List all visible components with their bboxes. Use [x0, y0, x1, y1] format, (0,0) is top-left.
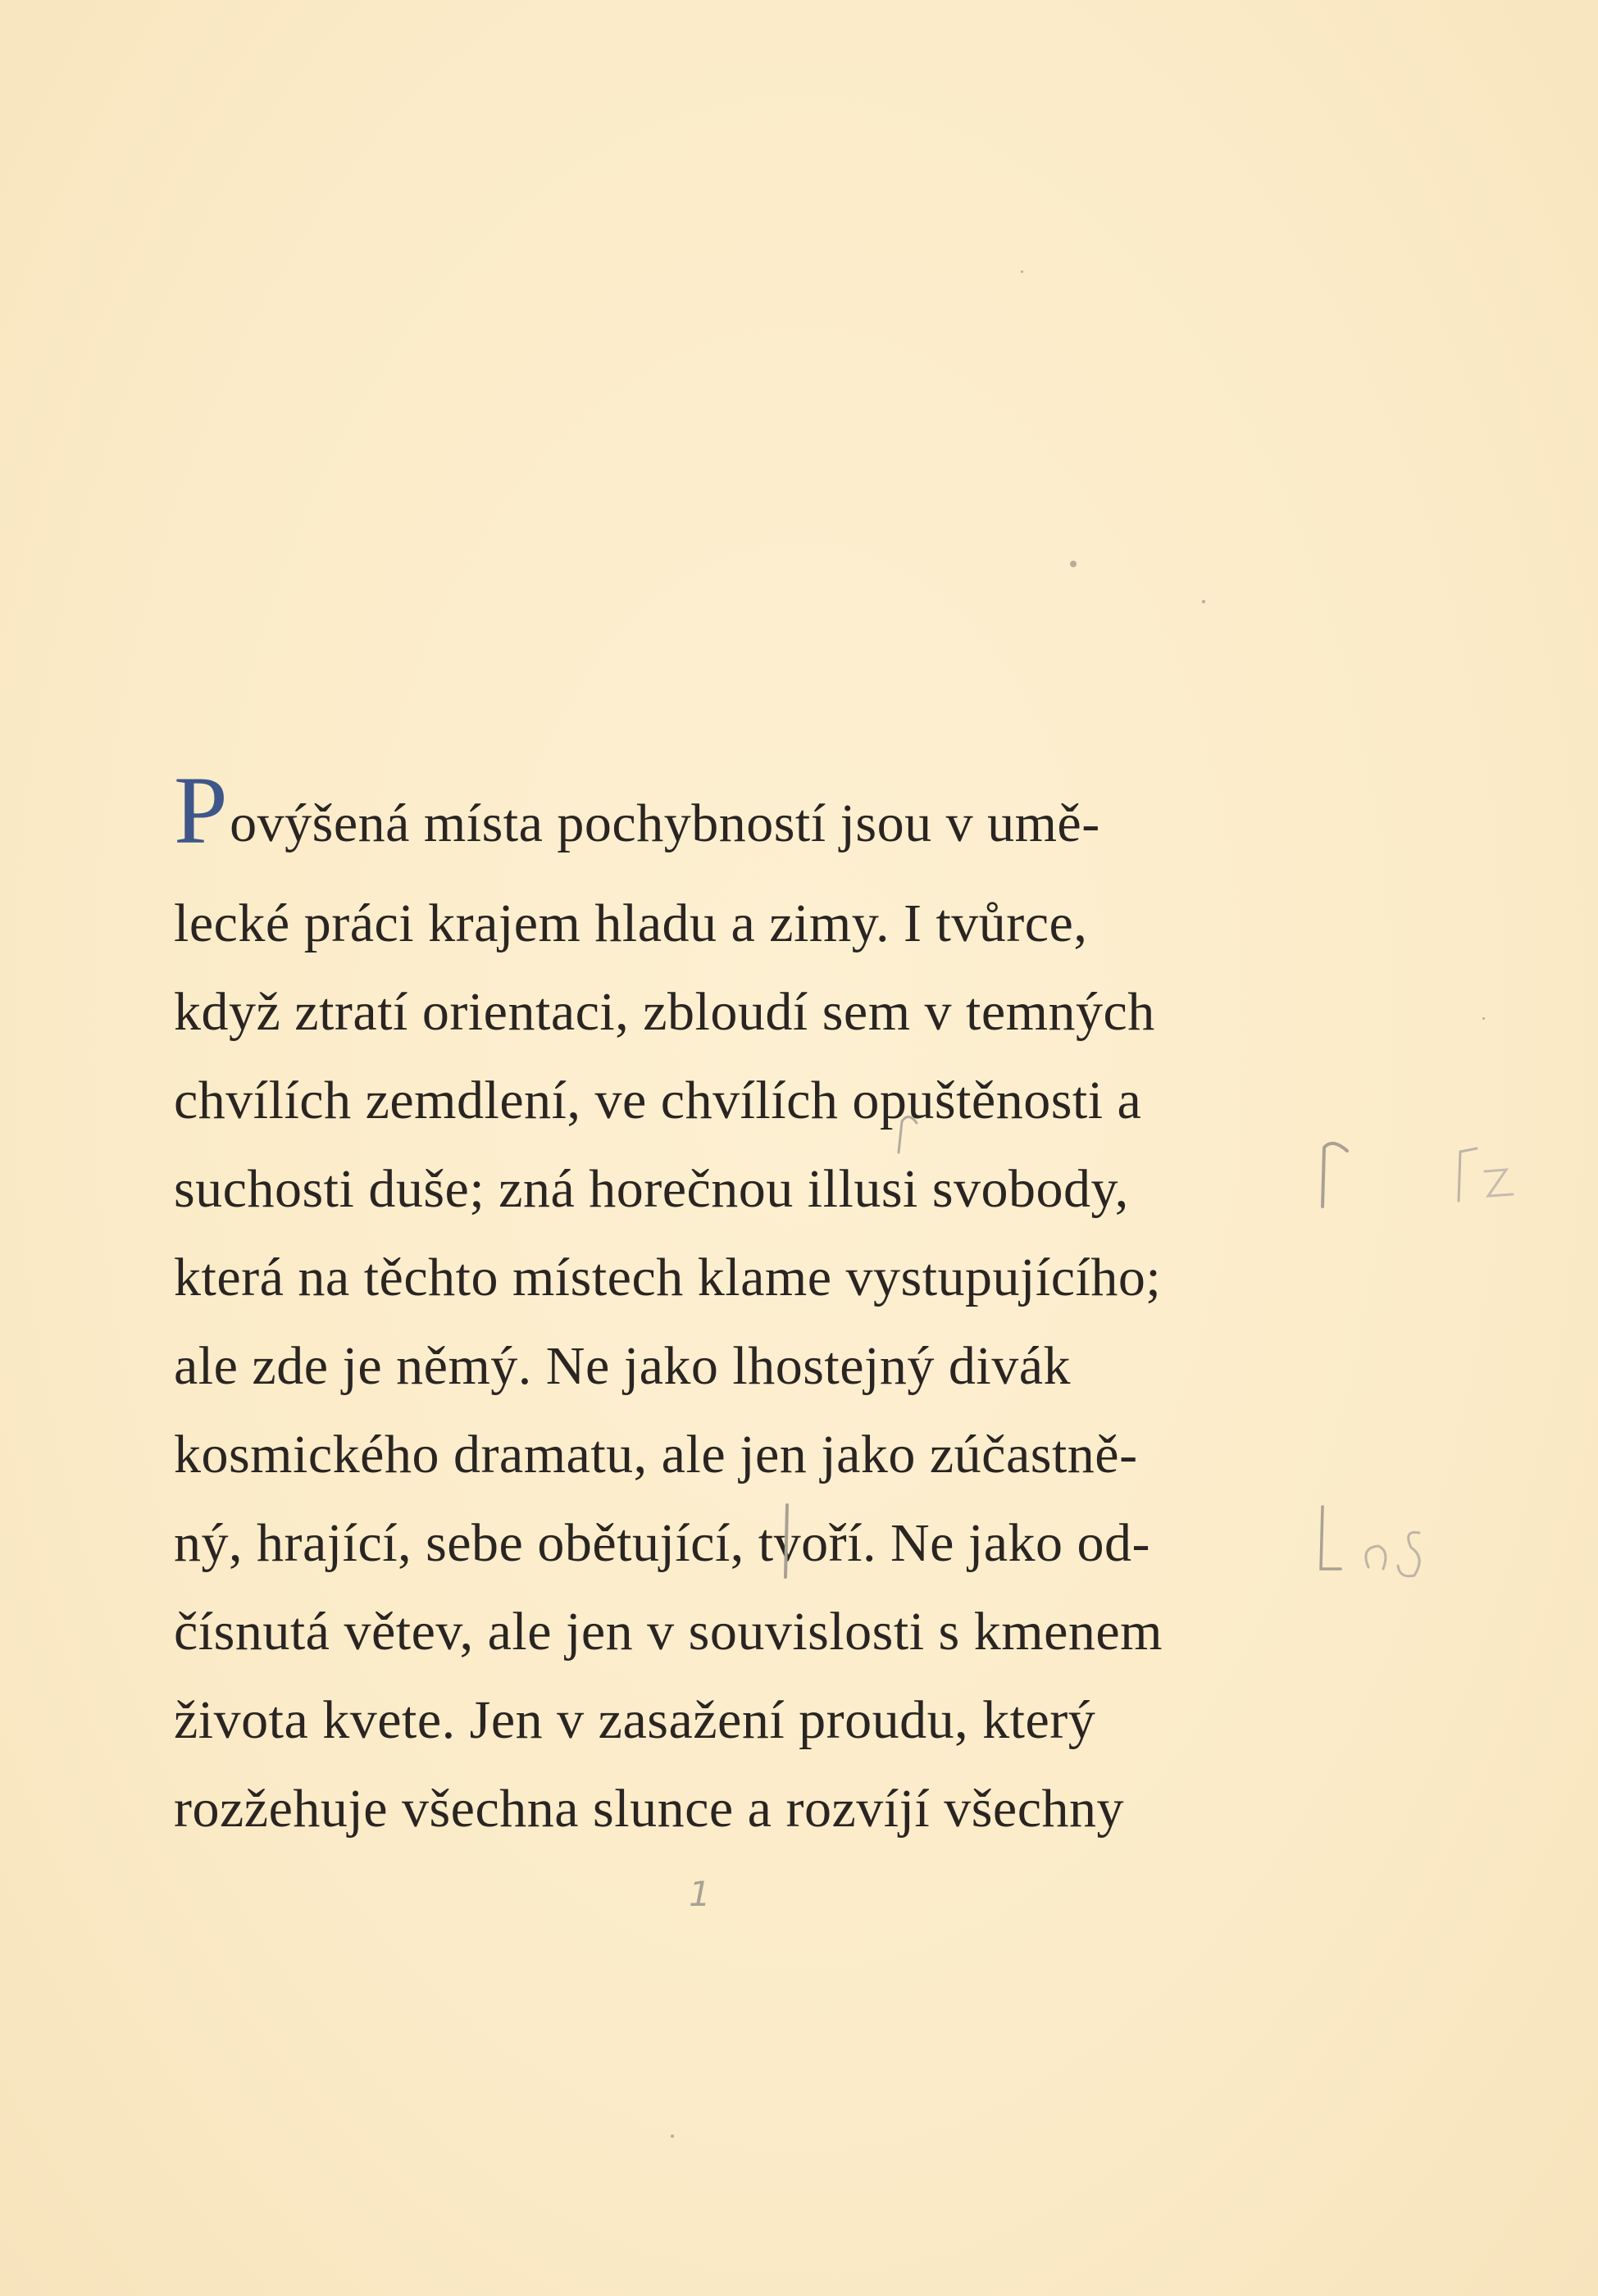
paper-speck: [1202, 600, 1205, 603]
passage-line-2: lecké práci krajem hladu a zimy. I tvůrce,: [174, 893, 1088, 953]
passage-line-9: ný, hrající, sebe obětující, tvoří. Ne jako od-: [174, 1513, 1151, 1573]
first-line-text: ovýšená místa pochybností jsou v umě-: [230, 793, 1100, 853]
paper-speck: [1070, 561, 1077, 567]
passage-line-3: když ztratí orientaci, zbloudí sem v temných: [174, 982, 1155, 1042]
pencil-page-number: 1: [689, 1874, 711, 1914]
passage-line-10: čísnutá větev, ale jen v souvislosti s kmenem: [174, 1602, 1163, 1662]
passage-line-6: která na těchto místech klame vystupujícího;: [174, 1248, 1162, 1307]
pencil-mark-obetujici: [772, 1502, 805, 1584]
passage-line-12: rozžehuje všechna slunce a rozvíjí všechny: [174, 1779, 1125, 1839]
passage-line-5: suchosti duše; zná horečnou illusi svobody,: [174, 1159, 1129, 1219]
paper-speck: [1021, 271, 1023, 273]
passage-line-7: ale zde je němý. Ne jako lhostejný divák: [174, 1336, 1071, 1396]
passage-line-11: života kvete. Jen v zasažení proudu, který: [174, 1690, 1096, 1750]
pencil-mark-illusi: [889, 1108, 930, 1157]
passage-line-4: chvílích zemdlení, ve chvílích opuštěnosti a: [174, 1071, 1142, 1130]
pencil-mark-upper-right: [1447, 1135, 1529, 1217]
pencil-mark-upper-left: [1300, 1131, 1373, 1213]
passage-line-1: [174, 757, 1100, 864]
passage-line-8: kosmického dramatu, ale jen jako zúčastně-: [174, 1425, 1138, 1484]
paper-speck: [671, 2135, 674, 2138]
drop-cap: P: [174, 757, 229, 864]
pencil-mark-lower: [1308, 1500, 1455, 1590]
paper-speck: [1482, 1017, 1485, 1020]
